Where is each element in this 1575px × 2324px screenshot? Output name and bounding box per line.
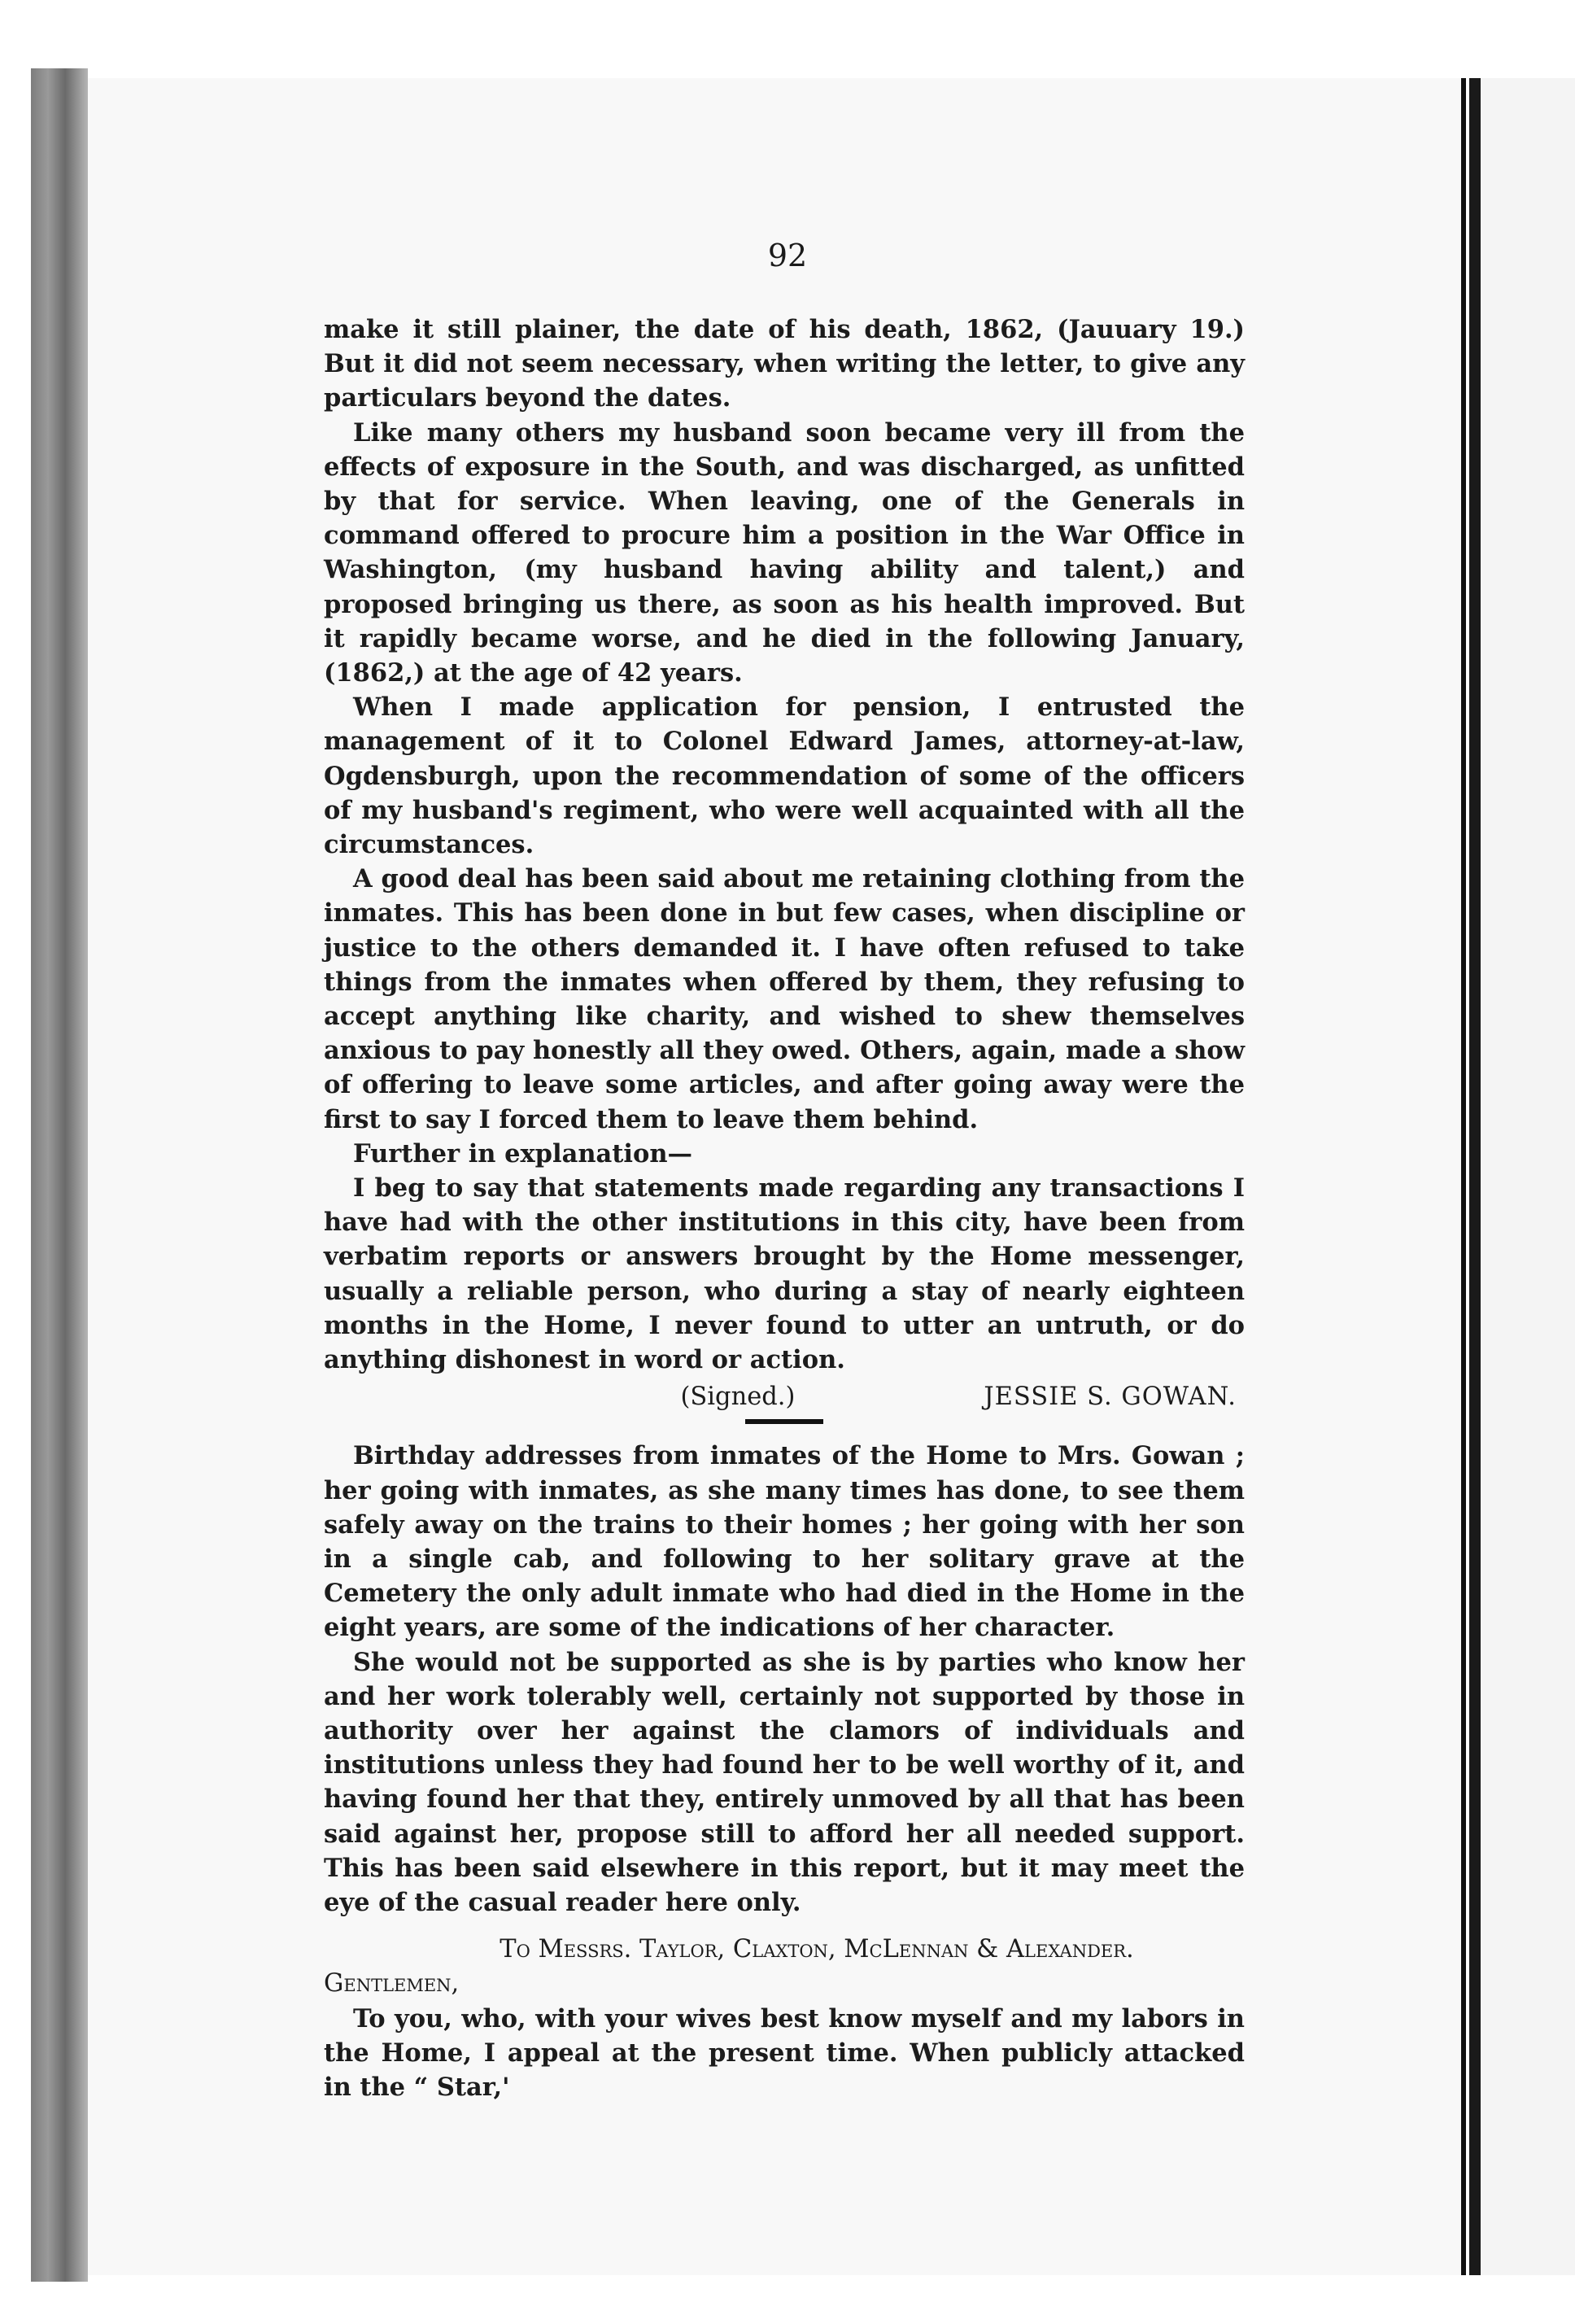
page-text bbox=[324, 312, 1245, 2104]
book-spine-edge bbox=[31, 68, 88, 2282]
paragraph: make it still plainer, the date of his death, 1862, (Jauuary 19.) But it did not seem necessary, when writing the letter, to give any particulars beyond the dates. bbox=[324, 315, 1245, 413]
scan-right-margin bbox=[1481, 78, 1575, 2275]
paragraph: Like many others my husband soon became very ill from the effects of exposure in the South, and was discharged, as unfitted by that for service. When leaving, one of the Generals in command offered to procure him a position in the War Office in Washington, (my husband having ability and talent,) and proposed bringing us there, as soon as his health improved. But it rapidly became worse, and he died in the following January, (1862,) at the age of 42 years. bbox=[324, 417, 1245, 688]
scan-top-margin bbox=[0, 0, 1575, 81]
paragraph: A good deal has been said about me retaining clothing from the inmates. This has been done in but few cases, when discipline or justice to the others demanded it. I have often refused to take things from the inmates when offered by them, they refusing to accept anything like charity, and wished to shew themselves anxious to pay honestly all they owed. Others, again, made a show of offering to leave some articles, and after going away were the first to say I forced them to leave them behind. bbox=[324, 864, 1245, 1134]
paragraph: She would not be supported as she is by parties who know her and her work tolerably well, certainly not supported by those in authority over her against the clamors of individuals and institutions unless they had found her to be well worthy of it, and having found her that they, entirely unmoved by all that has been said against her, propose still to afford her all needed support. This has been said elsewhere in this report, but it may meet the eye of the casual reader here only. bbox=[324, 1647, 1245, 1917]
signature-line bbox=[324, 1377, 1245, 1418]
letter-salutation: Gentlemen, bbox=[324, 1969, 460, 1999]
paragraph: Further in explanation— bbox=[353, 1138, 692, 1169]
signed-label: (Signed.) bbox=[680, 1383, 796, 1412]
paragraph: Birthday addresses from inmates of the Home to Mrs. Gowan ; her going with inmates, as she many times has done, to see them safely away on the trains to their homes ; her going with her son in a single cab, and following to her solitary grave at the Cemetery the only adult inmate who had died in the Home in the eight years, are some of the indications of her character. bbox=[324, 1441, 1245, 1643]
letter-address: To Messrs. Taylor, Claxton, McLennan & Alexander. bbox=[500, 1935, 1134, 1964]
signature-name: JESSIE S. GOWAN. bbox=[984, 1383, 1237, 1412]
section-divider bbox=[745, 1419, 823, 1424]
next-page-edge bbox=[1469, 78, 1481, 2275]
page-number: 92 bbox=[767, 238, 808, 273]
paragraph: To you, who, with your wives best know myself and my labors in the Home, I appeal at the present time. When publicly attacked in the “ Star,' bbox=[324, 2003, 1245, 2102]
paragraph: I beg to say that statements made regarding any transactions I have had with the other institutions in this city, have been from verbatim reports or answers brought by the Home messenger, usually a reliable person, who during a stay of nearly eighteen months in the Home, I never found to utter an untruth, or do anything dishonest in word or action. bbox=[324, 1173, 1245, 1375]
paragraph: When I made application for pension, I entrusted the management of it to Colonel Edward James, attorney-at-law, Ogdensburgh, upon the recommendation of some of the officers of my husband's regiment, who were well acquainted with all the circumstances. bbox=[324, 692, 1245, 860]
